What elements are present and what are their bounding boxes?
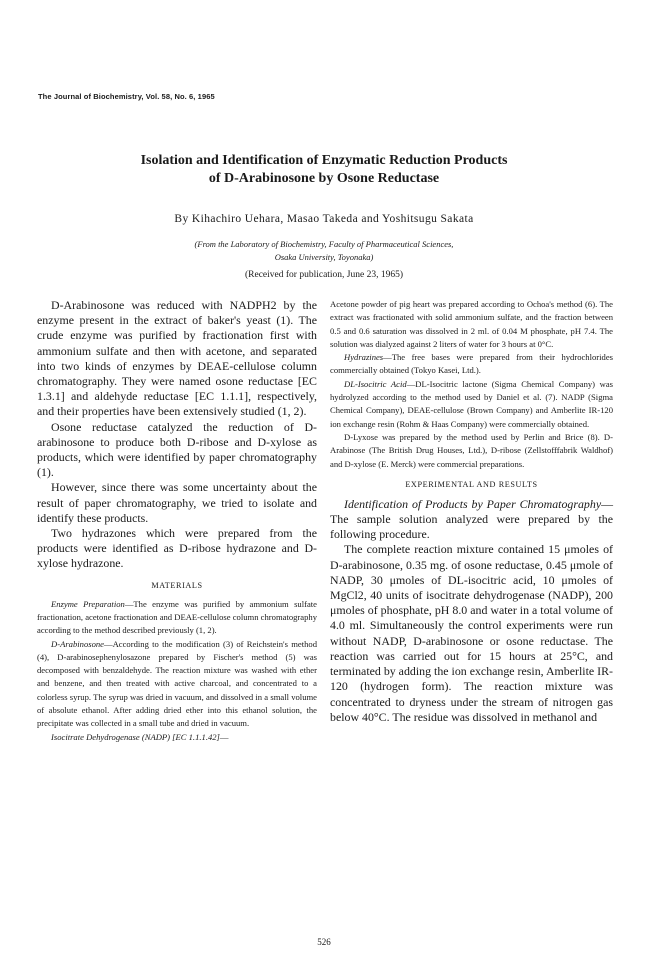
results-text-1: —The sample solution analyzed were prepared by the following procedure. xyxy=(330,496,613,542)
affiliation xyxy=(0,238,648,264)
materials-paragraph-arabinosone xyxy=(37,638,317,731)
materials-text-isocitric: —DL-Isocitric lactone (Sigma Chemical Company) was hydrolyzed according to the method used by Daniel et al. (7). NADP (Sigma Chemical Company), DEAE-cellulose (Brown Company) and Amberlite IR-120 ion exchange resin (Rohm & Haas Company) were commercially obtained. xyxy=(330,378,613,429)
materials-paragraph-hydrazines xyxy=(330,351,613,378)
materials-text-hydrazines: —The free bases were prepared from their hydrochlorides commercially obtained (Tokyo Kasei, Ltd.). xyxy=(330,352,613,376)
results-subhead: Identification of Products by Paper Chromatography xyxy=(344,496,602,511)
materials-paragraph-lyxose: D-Lyxose was prepared by the method used by Perlin and Brice (8). D-Arabinose (The British Drug Houses, Ltd.), D-ribose (Zellstofffabrik Waldhof) and D-xylose (E. Merck) were commercial preparations. xyxy=(330,431,613,469)
article-title xyxy=(0,152,648,188)
title-line-1: Isolation and Identification of Enzymatic Reduction Products xyxy=(140,153,508,168)
journal-citation: The Journal of Biochemistry, Vol. 58, No. 6, 1965 xyxy=(38,92,215,101)
intro-paragraph-3: However, since there was some uncertainty about the result of paper chromatography, we tried to isolate and identify these products. xyxy=(37,480,317,525)
page-number: 526 xyxy=(317,937,331,947)
materials-subhead-enzyme: Enzyme Preparation xyxy=(51,598,125,609)
materials-paragraph-acetone: Acetone powder of pig heart was prepared according to Ochoa's method (6). The extract was fractionated with solid ammonium sulfate, and the fraction between 0.5 and 0.6 saturation was dissolved in 2 ml. of 0.04 M phosphate, pH 7.4. The solution was dialyzed against 2 liters of water for 3 hours at 0°C. xyxy=(330,299,613,349)
intro-paragraph-2: Osone reductase catalyzed the reduction of D-arabinosone to produce both D-ribose and D-xylose as products, which were identified by paper chromatography (1). xyxy=(37,419,317,480)
affiliation-line-1: (From the Laboratory of Biochemistry, Faculty of Pharmaceutical Sciences, xyxy=(194,239,454,249)
intro-paragraph-1: D-Arabinosone was reduced with NADPH2 by the enzyme present in the extract of baker's yeast (1). The crude enzyme was purified by fractionation first with ammonium sulfate and then with acetone, and separated into two kinds of enzymes by DEAE-cellulose column chromatography. They were named osone reductase [EC 1.3.1] and aldehyde reductase [EC 1.1.1], respectively, and their properties have been extensively studied (1, 2). xyxy=(37,298,317,419)
materials-subhead-isocitrate: Isocitrate Dehydrogenase (NADP) [EC 1.1.1.42] xyxy=(51,731,220,742)
materials-text-arabinosone: —According to the modification (3) of Reichstein's method (4), D-arabinosephenylosazone prepared by Fischer's method (5) was decomposed with benzaldehyde. The reaction mixture was washed with ether and benzene, and then treated with active charcoal, and concentrated to a colorless syrup. The syrup was dried in vacuum, and dissolved in a small volume of absolute ethanol. After adding dried ether into this ethanol solution, the precipitate was collected in a small tube and dried in vacuum. xyxy=(37,638,317,729)
intro-paragraph-4: Two hydrazones which were prepared from the products were identified as D-ribose hydrazone and D-xylose hydrazone. xyxy=(37,526,317,571)
right-column xyxy=(330,298,613,725)
materials-paragraph-isocitric xyxy=(330,378,613,431)
materials-subhead-isocitric: DL-Isocitric Acid xyxy=(344,378,407,389)
received-date: (Received for publication, June 23, 1965) xyxy=(244,270,404,280)
results-paragraph-1 xyxy=(330,497,613,543)
title-line-2: of D-Arabinosone by Osone Reductase xyxy=(208,171,440,186)
materials-paragraph-enzyme xyxy=(37,598,317,638)
left-column xyxy=(37,298,317,744)
materials-heading: MATERIALS xyxy=(151,580,203,590)
results-heading: EXPERIMENTAL AND RESULTS xyxy=(405,479,538,489)
materials-text-enzyme: —The enzyme was purified by ammonium sulfate fractionation, acetone fractionation and DEAE-cellulose column chromatography according to the method described previously (1, 2). xyxy=(37,598,317,636)
materials-subhead-arabinosone: D-Arabinosone xyxy=(51,638,104,649)
author-list: By Kihachiro Uehara, Masao Takeda and Yoshitsugu Sakata xyxy=(174,213,474,225)
materials-text-isocitrate: — xyxy=(219,731,229,742)
affiliation-line-2: Osaka University, Toyonaka) xyxy=(274,252,374,262)
materials-subhead-hydrazines: Hydrazines xyxy=(344,352,384,363)
results-paragraph-2: The complete reaction mixture contained 15 μmoles of D-arabinosone, 0.35 mg. of osone reductase, 0.45 μmole of NADP, 30 μmoles of DL-isocitric acid, 10 μmoles of MgCl2, 40 units of isocitrate dehydrogenase (NADP), 200 μmoles of phosphate, pH 8.0 and water in a total volume of 4.0 ml. Simultaneously the control experiments were run without NADP, D-arabinosone or osone reductase. The reaction was carried out for 15 hours at 25°C, and terminated by adding the ion exchange resin, Amberlite IR-120 (hydrogen form). The reaction mixture was concentrated to dryness under the stream of nitrogen gas below 40°C. The residue was dissolved in methanol and xyxy=(330,542,613,724)
materials-paragraph-isocitrate xyxy=(37,731,317,744)
